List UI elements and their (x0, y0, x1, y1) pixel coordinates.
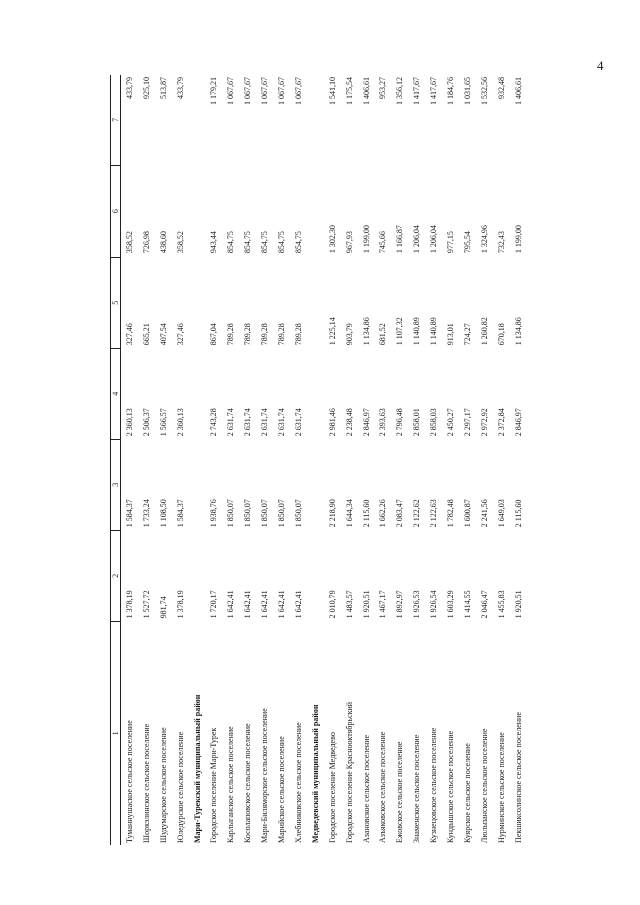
value-cell (189, 75, 206, 165)
value-cell: 854,75 (277, 231, 287, 254)
settlement-name-cell: Куярское сельское поселение (462, 743, 472, 843)
header-cell: 2 (111, 530, 121, 621)
value-cell: 1 140,89 (429, 317, 439, 346)
value-cell: 1 179,21 (209, 77, 219, 105)
table-row (493, 75, 510, 845)
value-cell: 1 850,07 (293, 499, 303, 528)
value-cell: 2 218,90 (327, 499, 337, 528)
value-cell (307, 439, 324, 530)
value-cell: 1 584,37 (175, 499, 185, 528)
value-cell: 1 302,30 (327, 225, 337, 254)
value-cell: 1 378,19 (175, 590, 185, 619)
value-cell: 1 527,72 (141, 590, 151, 619)
value-cell: 1 920,51 (361, 590, 371, 619)
settlement-name-cell: Мари-Биляморское сельское поселение (260, 708, 270, 843)
value-cell: 943,44 (209, 231, 219, 254)
value-cell: 1 584,37 (125, 499, 135, 528)
table-row (510, 75, 527, 845)
value-cell: 789,28 (260, 323, 270, 346)
table-row (273, 75, 290, 845)
settlement-name-cell: Кундышское сельское поселение (445, 730, 455, 843)
value-cell: 2 238,48 (344, 408, 354, 437)
settlement-name-cell: Шоркэлинское сельское поселение (141, 723, 151, 843)
value-cell: 1 134,86 (513, 317, 523, 346)
value-cell: 745,66 (378, 231, 388, 254)
value-cell: 2 631,74 (260, 408, 270, 437)
settlement-name-cell: Пекшиксолинское сельское поселение (513, 712, 523, 843)
value-cell: 925,10 (141, 77, 151, 99)
value-cell: 1 720,17 (209, 590, 219, 619)
value-cell: 681,52 (378, 323, 388, 346)
value-cell: 953,27 (378, 77, 388, 99)
settlement-name-cell: Юледурское сельское поселение (175, 731, 185, 843)
value-cell: 1 260,82 (479, 317, 489, 346)
header-cell: 3 (111, 439, 121, 530)
value-cell: 903,79 (344, 323, 354, 346)
value-cell: 724,27 (462, 323, 472, 346)
value-cell: 2 360,13 (175, 408, 185, 437)
value-cell: 1 644,34 (344, 499, 354, 528)
value-cell: 1 642,41 (260, 590, 270, 619)
value-cell: 327,46 (175, 323, 185, 346)
value-cell: 1 417,67 (412, 77, 422, 105)
table-row (358, 75, 375, 845)
table-row (172, 75, 189, 845)
value-cell: 1 067,67 (277, 77, 287, 105)
value-cell (307, 75, 324, 165)
settlement-name-cell: Хлебниковское сельское поселение (293, 722, 303, 843)
value-cell: 1 108,50 (158, 499, 168, 528)
value-cell: 1 199,00 (513, 225, 523, 254)
settlement-name-cell: Марийское сельское поселение (277, 736, 287, 843)
value-cell: 2 241,56 (479, 499, 489, 528)
settlement-name-cell: Люльпанское сельское поселение (479, 728, 489, 843)
value-cell: 1 662,26 (378, 499, 388, 528)
value-cell: 1 926,53 (412, 590, 422, 619)
value-cell: 1 225,14 (327, 317, 337, 346)
table-row (155, 75, 172, 845)
value-cell: 2 115,60 (513, 499, 523, 528)
value-cell (189, 530, 206, 621)
header-cell: 5 (111, 257, 121, 348)
value-cell: 2 631,74 (277, 408, 287, 437)
value-cell: 2 083,47 (395, 499, 405, 528)
value-cell: 1 140,89 (412, 317, 422, 346)
value-cell: 867,04 (209, 323, 219, 346)
value-cell: 327,46 (125, 323, 135, 346)
settlement-name-cell: Ежовское сельское поселение (395, 741, 405, 843)
value-cell: 1 892,97 (395, 590, 405, 619)
value-cell: 2 115,60 (361, 499, 371, 528)
value-cell (189, 165, 206, 257)
value-cell: 1 642,41 (226, 590, 236, 619)
table-row (121, 75, 138, 845)
table-row (206, 75, 223, 845)
value-cell: 789,28 (243, 323, 253, 346)
value-cell (189, 257, 206, 348)
value-cell: 2 010,79 (327, 590, 337, 619)
value-cell: 1 600,87 (462, 499, 472, 528)
settlement-name-cell: Медведевский муниципальный район (310, 704, 320, 843)
settlement-name-cell: Азъяковское сельское поселение (378, 731, 388, 843)
value-cell: 2 858,01 (412, 408, 422, 437)
value-cell: 2 122,62 (412, 499, 422, 528)
value-cell (189, 348, 206, 439)
table-row (239, 75, 256, 845)
table-row (408, 75, 425, 845)
settlement-name-cell: Кузнецовское сельское поселение (429, 727, 439, 843)
table-row (223, 75, 240, 845)
value-cell: 438,60 (158, 231, 168, 254)
value-cell: 2 858,03 (429, 408, 439, 437)
value-cell: 1 031,65 (462, 77, 472, 105)
table-row (391, 75, 408, 845)
value-cell: 732,43 (496, 231, 506, 254)
value-cell: 1 199,00 (361, 225, 371, 254)
value-cell: 1 532,56 (479, 77, 489, 105)
value-cell: 1 067,67 (260, 77, 270, 105)
settlement-name-cell: Городское поселение Медведево (327, 732, 337, 843)
value-cell: 2 393,63 (378, 408, 388, 437)
value-cell: 665,21 (141, 323, 151, 346)
header-cell: 6 (111, 165, 121, 257)
value-cell: 2 631,74 (293, 408, 303, 437)
value-cell: 2 046,47 (479, 590, 489, 619)
table-row (138, 75, 155, 845)
value-cell: 2 360,13 (125, 408, 135, 437)
value-cell: 358,52 (175, 231, 185, 254)
table-row (324, 75, 341, 845)
value-cell: 1 378,19 (125, 590, 135, 619)
value-cell: 1 782,48 (445, 499, 455, 528)
value-cell: 1 414,55 (462, 590, 472, 619)
table-header-row (111, 75, 121, 845)
value-cell: 2 297,17 (462, 408, 472, 437)
value-cell: 977,15 (445, 231, 455, 254)
table-row (476, 75, 493, 845)
value-cell: 1 541,10 (327, 77, 337, 105)
value-cell: 1 067,67 (293, 77, 303, 105)
value-cell: 1 938,76 (209, 499, 219, 528)
value-cell: 1 107,32 (395, 317, 405, 346)
value-cell: 2 372,84 (496, 408, 506, 437)
value-cell: 358,52 (125, 231, 135, 254)
header-cell: 1 (111, 621, 121, 845)
value-cell: 854,75 (243, 231, 253, 254)
settlement-name-cell: Городское поселение Мари-Турек (209, 727, 219, 843)
value-cell: 1 733,24 (141, 499, 151, 528)
value-cell: 1 483,57 (344, 590, 354, 619)
rotated-table-container (110, 75, 630, 845)
value-cell: 795,54 (462, 231, 472, 254)
value-cell: 1 417,67 (429, 77, 439, 105)
value-cell: 1 850,07 (243, 499, 253, 528)
value-cell: 854,75 (293, 231, 303, 254)
table-row (375, 75, 392, 845)
settlement-name-cell: Туманнушаское сельское поселение (125, 720, 135, 843)
table-row (442, 75, 459, 845)
value-cell: 967,93 (344, 231, 354, 254)
value-cell: 854,75 (226, 231, 236, 254)
value-cell: 2 846,97 (513, 408, 523, 437)
value-cell: 1 642,41 (277, 590, 287, 619)
value-cell (307, 257, 324, 348)
value-cell: 1 067,67 (243, 77, 253, 105)
value-cell: 1 642,41 (293, 590, 303, 619)
settlement-name-cell: Нурминское сельское поселение (496, 732, 506, 843)
value-cell: 1 926,54 (429, 590, 439, 619)
table-row (425, 75, 442, 845)
table-row (459, 75, 476, 845)
value-cell: 513,87 (158, 77, 168, 99)
settlement-name-cell: Знаменское сельское поселение (412, 734, 422, 843)
value-cell: 1 067,67 (226, 77, 236, 105)
value-cell: 1 134,86 (361, 317, 371, 346)
settlement-name-cell: Мари-Турекский муниципальный район (192, 694, 202, 843)
tariff-table (110, 75, 527, 845)
value-cell: 1 166,87 (395, 225, 405, 254)
value-cell: 1 206,04 (412, 225, 422, 254)
value-cell: 789,28 (277, 323, 287, 346)
value-cell: 2 981,46 (327, 408, 337, 437)
table-row (341, 75, 358, 845)
value-cell: 1 850,07 (277, 499, 287, 528)
value-cell: 2 450,27 (445, 408, 455, 437)
header-cell: 7 (111, 75, 121, 165)
value-cell: 1 356,12 (395, 77, 405, 105)
value-cell (189, 439, 206, 530)
value-cell: 1 324,96 (479, 225, 489, 254)
value-cell: 433,79 (125, 77, 135, 99)
value-cell: 1 642,41 (243, 590, 253, 619)
value-cell: 1 206,04 (429, 225, 439, 254)
value-cell: 1 920,51 (513, 590, 523, 619)
value-cell: 2 796,48 (395, 408, 405, 437)
value-cell: 670,18 (496, 323, 506, 346)
value-cell: 1 467,17 (378, 590, 388, 619)
value-cell: 726,98 (141, 231, 151, 254)
table-body (121, 75, 527, 845)
settlement-name-cell: Косолаповское сельское поселение (243, 723, 253, 843)
settlement-name-cell: Карлыганское сельское поселение (226, 726, 236, 843)
value-cell: 2 972,92 (479, 408, 489, 437)
value-cell: 1 406,61 (361, 77, 371, 105)
value-cell: 913,01 (445, 323, 455, 346)
value-cell: 981,74 (158, 596, 168, 619)
value-cell (307, 348, 324, 439)
value-cell: 433,79 (175, 77, 185, 99)
value-cell: 789,28 (226, 323, 236, 346)
value-cell: 1 455,83 (496, 590, 506, 619)
value-cell: 1 603,29 (445, 590, 455, 619)
settlement-name-cell: Городское поселение Краснооктябрьский (344, 701, 354, 843)
value-cell: 854,75 (260, 231, 270, 254)
value-cell (307, 530, 324, 621)
table-row (256, 75, 273, 845)
value-cell: 2 631,74 (226, 408, 236, 437)
value-cell: 2 846,97 (361, 408, 371, 437)
value-cell: 932,48 (496, 77, 506, 99)
page-number: 4 (597, 58, 604, 73)
value-cell: 1 649,03 (496, 499, 506, 528)
value-cell: 1 175,54 (344, 77, 354, 105)
value-cell: 1 566,57 (158, 408, 168, 437)
district-row (307, 75, 324, 845)
value-cell: 2 743,28 (209, 408, 219, 437)
value-cell: 789,28 (293, 323, 303, 346)
settlement-name-cell: Азановское сельское поселение (361, 734, 371, 843)
value-cell: 407,54 (158, 323, 168, 346)
header-cell: 4 (111, 348, 121, 439)
district-row (189, 75, 206, 845)
value-cell: 2 122,63 (429, 499, 439, 528)
value-cell: 1 850,07 (226, 499, 236, 528)
value-cell: 1 406,61 (513, 77, 523, 105)
value-cell: 2 631,74 (243, 408, 253, 437)
value-cell: 1 184,76 (445, 77, 455, 105)
value-cell (307, 165, 324, 257)
settlement-name-cell: Шудумарское сельское поселение (158, 727, 168, 843)
table-row (290, 75, 307, 845)
value-cell: 1 850,07 (260, 499, 270, 528)
value-cell: 2 506,37 (141, 408, 151, 437)
